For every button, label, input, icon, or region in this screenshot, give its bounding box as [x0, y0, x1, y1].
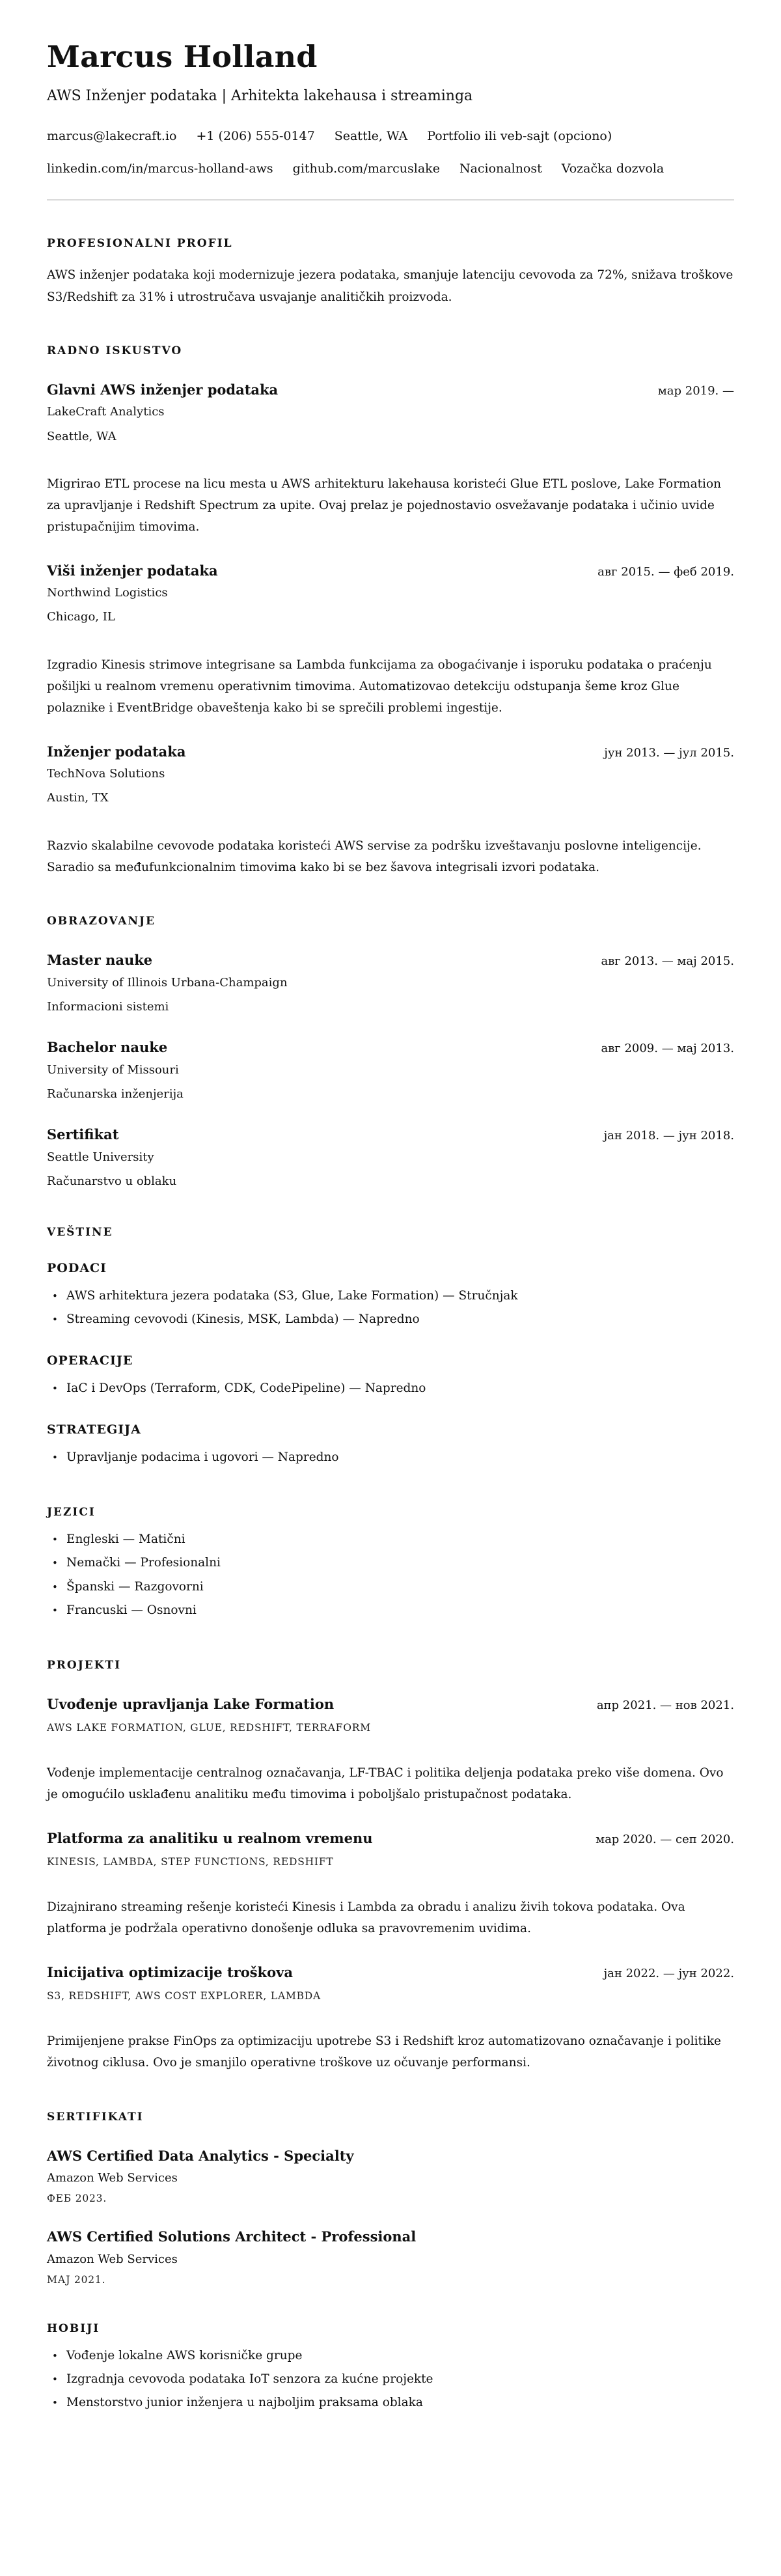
job-description: Razvio skalabilne cevovode podataka koristeći AWS servise za podršku izveštavanju poslovne inteligencije. Saradio sa međufunkcionalnim timovima kako bi se bez šavova integrisali izvori podataka. — [47, 838, 702, 874]
hobby-item: • Menstorstvo junior inženjera u najboljim praksama oblaka — [47, 2391, 734, 2415]
degree-title: Master nauke — [47, 952, 153, 969]
project-entry — [47, 1963, 734, 2074]
phone-text: +1 (206) 555-0147 — [196, 129, 315, 144]
drivers-license-text: Vozačka dozvola — [561, 161, 665, 176]
skill-group-heading: STRATEGIJA — [47, 1422, 141, 1437]
degree-title: Sertifikat — [47, 1126, 119, 1143]
job-title: Glavni AWS inženjer podataka — [47, 381, 279, 398]
job-entry — [47, 743, 734, 879]
github-text: github.com/marcuslake — [292, 161, 440, 176]
project-header — [47, 1963, 734, 1981]
project-tech: AWS LAKE FORMATION, GLUE, REDSHIFT, TERRAFORM — [47, 1722, 371, 1734]
skill-item: • Streaming cevovodi (Kinesis, MSK, Lambda) — Napredno — [47, 1308, 734, 1331]
project-header — [47, 1695, 734, 1713]
degree-title: Bachelor nauke — [47, 1039, 168, 1056]
contact-row-2 — [47, 160, 734, 178]
job-location: Seattle, WA — [47, 429, 116, 443]
language-item: • Nemački — Profesionalni — [47, 1551, 734, 1575]
section-projects-heading: PROJEKTI — [47, 1658, 122, 1672]
section-hobbies-heading: HOBIJI — [47, 2321, 100, 2335]
education-entry — [47, 1038, 734, 1102]
project-entry — [47, 1695, 734, 1806]
school-name: Seattle University — [47, 1150, 154, 1164]
job-company: Northwind Logistics — [47, 586, 168, 600]
school-name: University of Illinois Urbana-Champaign — [47, 975, 288, 990]
education-header — [47, 1038, 734, 1056]
linkedin-text: linkedin.com/in/marcus-holland-aws — [47, 161, 273, 176]
project-description: Vođenje implementacije centralnog označavanja, LF-TBAC i politika deljenja podataka preko više domena. Ovo je omogućilo usklađenu analitiku među timovima i poboljšalo pristupačnost podataka. — [47, 1766, 724, 1802]
education-dates: јан 2018. — јун 2018. — [603, 1129, 734, 1143]
job-description: Migrirao ETL procese na licu mesta u AWS arhitekturu lakehausa koristeći Glue ETL poslove, Lake Formation za upravljanje i Redshift Spectrum za upite. Ovaj prelaz je pojednostavio osvežavanje podataka i učinio uvide pristupačnijim timovima. — [47, 477, 722, 534]
contact-row-1 — [47, 128, 734, 145]
job-header — [47, 381, 734, 398]
project-description: Primijenjene prakse FinOps za optimizaciju upotrebe S3 i Redshift kroz automatizovano označavanje i politike životnog ciklusa. Ovo je smanjilo operativne troškove uz očuvanje performansi. — [47, 2034, 722, 2070]
job-header — [47, 743, 734, 760]
certification-entry — [47, 2228, 734, 2286]
skill-group-heading: OPERACIJE — [47, 1353, 133, 1368]
nationality-text: Nacionalnost — [459, 161, 542, 176]
skill-list — [47, 1284, 734, 1331]
section-experience-heading: RADNO ISKUSTVO — [47, 344, 183, 357]
education-dates: авг 2009. — мај 2013. — [601, 1042, 734, 1056]
hobby-list — [47, 2344, 734, 2415]
job-description: Izgradio Kinesis strimove integrisane sa Lambda funkcijama za obogaćivanje i isporuku podataka o praćenju pošiljki u realnom vremenu operativnim timovima. Automatizovao detekciju odstupanja šeme kroz Glue polaznike i EventBridge obaveštenja kako bi se sprečili problemi ingestije. — [47, 658, 712, 715]
section-skills-heading: VEŠTINE — [47, 1226, 113, 1240]
job-location: Chicago, IL — [47, 610, 115, 624]
job-dates: авг 2015. — феб 2019. — [597, 564, 734, 579]
project-entry — [47, 1829, 734, 1940]
education-dates: авг 2013. — мај 2015. — [601, 954, 734, 969]
job-company: LakeCraft Analytics — [47, 405, 165, 419]
language-item: • Francuski — Osnovni — [47, 1599, 734, 1622]
certification-entry — [47, 2147, 734, 2205]
project-title: Platforma za analitiku u realnom vremenu — [47, 1829, 373, 1846]
portfolio-text: Portfolio ili veb-sajt (opciono) — [427, 129, 612, 144]
certification-issuer: Amazon Web Services — [47, 2170, 178, 2185]
certification-date: ФЕБ 2023. — [47, 2193, 107, 2205]
project-tech: KINESIS, LAMBDA, STEP FUNCTIONS, REDSHIFT — [47, 1856, 334, 1868]
skill-list — [47, 1446, 734, 1469]
certification-title: AWS Certified Solutions Architect - Professional — [47, 2228, 417, 2245]
language-item: • Engleski — Matični — [47, 1528, 734, 1551]
job-dates: јун 2013. — јул 2015. — [604, 745, 734, 760]
section-languages-heading: JEZICI — [47, 1506, 96, 1519]
skill-item: • IaC i DevOps (Terraform, CDK, CodePipeline) — Napredno — [47, 1377, 734, 1400]
job-header — [47, 562, 734, 579]
header-divider — [47, 199, 734, 201]
job-company: TechNova Solutions — [47, 767, 165, 781]
certification-title: AWS Certified Data Analytics - Specialty — [47, 2147, 354, 2164]
school-name: University of Missouri — [47, 1062, 179, 1077]
job-title: Viši inženjer podataka — [47, 562, 218, 579]
project-header — [47, 1829, 734, 1847]
project-title: Uvođenje upravljanja Lake Formation — [47, 1695, 335, 1712]
project-description: Dizajnirano streaming rešenje koristeći Kinesis i Lambda za obradu i analizu živih tokova podataka. Ova platforma je podržala operativno donošenje odluka sa pravovremenim uvidima. — [47, 1900, 685, 1936]
field-of-study: Informacioni sistemi — [47, 999, 169, 1014]
hobby-item: • Vođenje lokalne AWS korisničke grupe — [47, 2344, 734, 2368]
education-entry — [47, 951, 734, 1015]
field-of-study: Računarstvo u oblaku — [47, 1174, 177, 1188]
project-title: Inicijativa optimizacije troškova — [47, 1963, 293, 1980]
language-list — [47, 1528, 734, 1622]
job-entry — [47, 381, 734, 538]
field-of-study: Računarska inženjerija — [47, 1087, 184, 1101]
hobby-item: • Izgradnja cevovoda podataka IoT senzora za kućne projekte — [47, 2368, 734, 2391]
location-text: Seattle, WA — [334, 129, 408, 144]
education-header — [47, 951, 734, 969]
email-text: marcus@lakecraft.io — [47, 129, 177, 144]
job-title: Inženjer podataka — [47, 743, 186, 760]
skill-list — [47, 1377, 734, 1400]
headline: AWS Inženjer podataka | Arhitekta lakehausa i streaminga — [47, 87, 473, 104]
education-entry — [47, 1126, 734, 1189]
job-entry — [47, 562, 734, 719]
section-certifications-heading: SERTIFIKATI — [47, 2110, 144, 2124]
page-title: Marcus Holland — [47, 39, 318, 74]
language-item: • Španski — Razgovorni — [47, 1575, 734, 1599]
section-education-heading: OBRAZOVANJE — [47, 915, 156, 928]
project-dates: апр 2021. — нов 2021. — [596, 1698, 734, 1712]
job-location: Austin, TX — [47, 791, 109, 805]
project-dates: јан 2022. — јун 2022. — [603, 1966, 734, 1980]
skill-item: • AWS arhitektura jezera podataka (S3, Glue, Lake Formation) — Stručnjak — [47, 1284, 734, 1308]
project-tech: S3, REDSHIFT, AWS COST EXPLORER, LAMBDA — [47, 1990, 322, 2002]
project-dates: мар 2020. — сеп 2020. — [596, 1832, 734, 1846]
profile-text: AWS inženjer podataka koji modernizuje jezera podataka, smanjuje latenciju cevovoda za 72%, snižava troškove S3/Redshift za 31% i utrostručava usvajanje analitičkih proizvoda. — [47, 268, 733, 304]
job-dates: мар 2019. — — [657, 383, 734, 398]
skill-group-heading: PODACI — [47, 1261, 107, 1276]
certification-date: МАЈ 2021. — [47, 2273, 106, 2286]
certification-issuer: Amazon Web Services — [47, 2252, 178, 2266]
skill-item: • Upravljanje podacima i ugovori — Napredno — [47, 1446, 734, 1469]
education-header — [47, 1126, 734, 1143]
section-profile-heading: PROFESIONALNI PROFIL — [47, 237, 233, 251]
